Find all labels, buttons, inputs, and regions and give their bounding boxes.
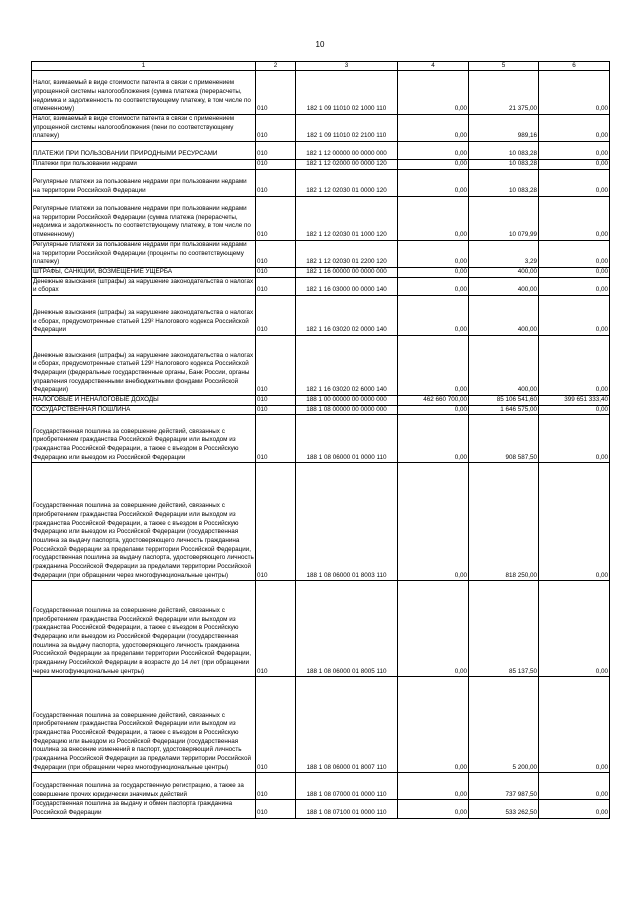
row-name: Денежные взыскания (штрафы) за нарушение законодательства о налогах и сборах, предусмотренные статьей 129² Налогового кодекса Российской Федерации (федеральные государственные органы, Банк России, органы управления государственными внебюджетными фондами Российской Федерации) <box>32 336 256 396</box>
column-header: 1 <box>32 62 256 71</box>
row-line-code: 010 <box>256 773 296 800</box>
revenue-table <box>31 61 610 819</box>
row-approved: 0,00 <box>398 115 469 142</box>
row-approved: 0,00 <box>398 677 469 773</box>
row-approved: 0,00 <box>398 160 469 170</box>
row-line-code: 010 <box>256 396 296 406</box>
row-line-code: 010 <box>256 800 296 818</box>
row-approved: 0,00 <box>398 277 469 295</box>
row-executed: 3,29 <box>469 240 539 267</box>
row-budget-code: 182 1 16 03020 02 0000 140 <box>296 296 398 336</box>
row-approved: 0,00 <box>398 267 469 277</box>
row-approved: 0,00 <box>398 415 469 463</box>
row-budget-code: 182 1 12 00000 00 0000 000 <box>296 142 398 160</box>
row-budget-code: 188 1 08 06000 01 8003 110 <box>296 463 398 581</box>
row-executed: 85 106 541,60 <box>469 396 539 406</box>
row-unexecuted: 0,00 <box>539 296 610 336</box>
row-line-code: 010 <box>256 415 296 463</box>
row-unexecuted: 0,00 <box>539 196 610 240</box>
row-unexecuted: 0,00 <box>539 581 610 677</box>
table-row <box>32 336 610 396</box>
row-executed: 10 083,28 <box>469 160 539 170</box>
table-row <box>32 196 610 240</box>
row-line-code: 010 <box>256 115 296 142</box>
row-line-code: 010 <box>256 463 296 581</box>
row-executed: 21 375,00 <box>469 71 539 115</box>
row-budget-code: 188 1 08 06000 01 0000 110 <box>296 415 398 463</box>
row-line-code: 010 <box>256 169 296 196</box>
table-row <box>32 277 610 295</box>
row-name: Денежные взыскания (штрафы) за нарушение законодательства о налогах и сборах, предусмотренные статьей 129² Налогового кодекса Российской Федерации <box>32 296 256 336</box>
column-header: 4 <box>398 62 469 71</box>
row-executed: 400,00 <box>469 296 539 336</box>
row-unexecuted: 399 651 333,40 <box>539 396 610 406</box>
row-name: Платежи при пользовании недрами <box>32 160 256 170</box>
row-budget-code: 188 1 08 00000 00 0000 000 <box>296 405 398 415</box>
table-row <box>32 800 610 818</box>
row-approved: 0,00 <box>398 581 469 677</box>
row-name: ПЛАТЕЖИ ПРИ ПОЛЬЗОВАНИИ ПРИРОДНЫМИ РЕСУРСАМИ <box>32 142 256 160</box>
table-header-row <box>32 62 610 71</box>
row-name: Регулярные платежи за пользование недрами при пользовании недрами на территории Российской Федерации (сумма платежа (перерасчеты, недоимка и задолженность по соответствующему платежу, в том числе по отмененному) <box>32 196 256 240</box>
row-unexecuted: 0,00 <box>539 463 610 581</box>
row-line-code: 010 <box>256 160 296 170</box>
row-name: Регулярные платежи за пользование недрами при пользовании недрами на территории Российской Федерации <box>32 169 256 196</box>
row-budget-code: 182 1 12 02030 01 1000 120 <box>296 196 398 240</box>
row-unexecuted: 0,00 <box>539 405 610 415</box>
row-line-code: 010 <box>256 267 296 277</box>
row-name: Денежные взыскания (штрафы) за нарушение законодательства о налогах и сборах <box>32 277 256 295</box>
row-line-code: 010 <box>256 405 296 415</box>
row-executed: 1 646 575,00 <box>469 405 539 415</box>
table-row <box>32 581 610 677</box>
row-executed: 10 083,28 <box>469 169 539 196</box>
row-budget-code: 188 1 08 06000 01 8005 110 <box>296 581 398 677</box>
table-row <box>32 240 610 267</box>
table-row <box>32 267 610 277</box>
row-executed: 908 587,50 <box>469 415 539 463</box>
table-body <box>32 71 610 819</box>
row-budget-code: 182 1 12 02030 01 2200 120 <box>296 240 398 267</box>
row-executed: 818 250,00 <box>469 463 539 581</box>
row-line-code: 010 <box>256 240 296 267</box>
row-executed: 85 137,50 <box>469 581 539 677</box>
row-line-code: 010 <box>256 296 296 336</box>
row-unexecuted: 0,00 <box>539 773 610 800</box>
column-header: 3 <box>296 62 398 71</box>
row-name: НАЛОГОВЫЕ И НЕНАЛОГОВЫЕ ДОХОДЫ <box>32 396 256 406</box>
row-name: Государственная пошлина за совершение действий, связанных с приобретением гражданства Российской Федерации или выходом из гражданства Российской Федерации, а также с въездом в Российскую Федерацию или выездом из Российской Федерации (государственная пошлина за внесение изменений в паспорт, удостоверяющий личность гражданина Российской Федерации за пределами территории Российской Федерации (при обращении через многофункциональные центры) <box>32 677 256 773</box>
row-executed: 10 083,28 <box>469 142 539 160</box>
row-unexecuted: 0,00 <box>539 169 610 196</box>
row-unexecuted: 0,00 <box>539 800 610 818</box>
row-unexecuted: 0,00 <box>539 71 610 115</box>
row-line-code: 010 <box>256 677 296 773</box>
row-approved: 0,00 <box>398 773 469 800</box>
row-unexecuted: 0,00 <box>539 160 610 170</box>
row-line-code: 010 <box>256 196 296 240</box>
row-budget-code: 188 1 08 07000 01 0000 110 <box>296 773 398 800</box>
table-row <box>32 463 610 581</box>
row-name: Регулярные платежи за пользование недрами при пользовании недрами на территории Российской Федерации (проценты по соответствующему платежу) <box>32 240 256 267</box>
row-unexecuted: 0,00 <box>539 677 610 773</box>
row-unexecuted: 0,00 <box>539 240 610 267</box>
row-approved: 0,00 <box>398 196 469 240</box>
row-approved: 0,00 <box>398 463 469 581</box>
row-budget-code: 182 1 16 00000 00 0000 000 <box>296 267 398 277</box>
row-executed: 533 262,50 <box>469 800 539 818</box>
row-executed: 5 200,00 <box>469 677 539 773</box>
column-header: 5 <box>469 62 539 71</box>
row-name: Государственная пошлина за выдачу и обмен паспорта гражданина Российской Федерации <box>32 800 256 818</box>
row-approved: 0,00 <box>398 169 469 196</box>
table-row <box>32 405 610 415</box>
table-row <box>32 296 610 336</box>
row-name: Государственная пошлина за совершение действий, связанных с приобретением гражданства Российской Федерации или выходом из гражданства Российской Федерации, а также с въездом в Российскую Федерацию или выездом из Российской Федерации (государственная пошлина за выдачу паспорта, удостоверяющего личность гражданина Российской Федерации за пределами территории Российской Федерации, гражданину Российской Федерации в возрасте до 14 лет (при обращении через многофункциональные центры) <box>32 581 256 677</box>
row-line-code: 010 <box>256 581 296 677</box>
row-approved: 0,00 <box>398 405 469 415</box>
row-budget-code: 182 1 09 11010 02 1000 110 <box>296 71 398 115</box>
row-budget-code: 188 1 00 00000 00 0000 000 <box>296 396 398 406</box>
row-unexecuted: 0,00 <box>539 277 610 295</box>
row-approved: 0,00 <box>398 336 469 396</box>
table-row <box>32 415 610 463</box>
row-unexecuted: 0,00 <box>539 115 610 142</box>
row-approved: 0,00 <box>398 296 469 336</box>
row-name: ГОСУДАРСТВЕННАЯ ПОШЛИНА <box>32 405 256 415</box>
row-budget-code: 182 1 09 11010 02 2100 110 <box>296 115 398 142</box>
row-executed: 400,00 <box>469 267 539 277</box>
row-unexecuted: 0,00 <box>539 415 610 463</box>
row-unexecuted: 0,00 <box>539 336 610 396</box>
row-name: Государственная пошлина за совершение действий, связанных с приобретением гражданства Российской Федерации или выходом из гражданства Российской Федерации, а также с въездом в Российскую Федерацию или выездом из Российской Федерации (государственная пошлина за выдачу паспорта, удостоверяющего личность гражданина Российской Федерации за пределами территории Российской Федерации, государственная пошлина за выдачу паспорта, удостоверяющего личность гражданина Российской Федерации за пределами территории Российской Федерации (при обращении через многофункциональные центры) <box>32 463 256 581</box>
table-row <box>32 677 610 773</box>
row-name: Государственная пошлина за государственную регистрацию, а также за совершение прочих юридически значимых действий <box>32 773 256 800</box>
row-line-code: 010 <box>256 336 296 396</box>
row-executed: 400,00 <box>469 336 539 396</box>
row-approved: 0,00 <box>398 71 469 115</box>
row-budget-code: 182 1 12 02030 01 0000 120 <box>296 169 398 196</box>
row-executed: 737 987,50 <box>469 773 539 800</box>
table-row <box>32 773 610 800</box>
row-line-code: 010 <box>256 142 296 160</box>
row-executed: 989,16 <box>469 115 539 142</box>
row-name: ШТРАФЫ, САНКЦИИ, ВОЗМЕЩЕНИЕ УЩЕРБА <box>32 267 256 277</box>
row-line-code: 010 <box>256 277 296 295</box>
row-budget-code: 182 1 12 02000 00 0000 120 <box>296 160 398 170</box>
row-name: Налог, взимаемый в виде стоимости патента в связи с применением упрощенной системы налогообложения (пени по соответствующему платежу) <box>32 115 256 142</box>
table-row <box>32 115 610 142</box>
row-budget-code: 188 1 08 07100 01 0000 110 <box>296 800 398 818</box>
column-header: 6 <box>539 62 610 71</box>
row-name: Государственная пошлина за совершение действий, связанных с приобретением гражданства Российской Федерации или выходом из гражданства Российской Федерации, а также с въездом в Российскую Федерацию или выездом из Российской Федерации <box>32 415 256 463</box>
row-approved: 0,00 <box>398 240 469 267</box>
row-budget-code: 182 1 16 03000 00 0000 140 <box>296 277 398 295</box>
table-row <box>32 396 610 406</box>
table-row <box>32 160 610 170</box>
row-approved: 462 660 700,00 <box>398 396 469 406</box>
row-approved: 0,00 <box>398 800 469 818</box>
table-row <box>32 71 610 115</box>
row-line-code: 010 <box>256 71 296 115</box>
row-budget-code: 182 1 16 03020 02 6000 140 <box>296 336 398 396</box>
page-number: 10 <box>315 40 325 49</box>
row-unexecuted: 0,00 <box>539 142 610 160</box>
column-header: 2 <box>256 62 296 71</box>
table-row <box>32 142 610 160</box>
row-unexecuted: 0,00 <box>539 267 610 277</box>
row-executed: 400,00 <box>469 277 539 295</box>
row-executed: 10 079,99 <box>469 196 539 240</box>
table-row <box>32 169 610 196</box>
row-name: Налог, взимаемый в виде стоимости патента в связи с применением упрощенной системы налогообложения (сумма платежа (перерасчеты, недоимка и задолженность по соответствующему платежу, в том числе по отмененному) <box>32 71 256 115</box>
row-approved: 0,00 <box>398 142 469 160</box>
row-budget-code: 188 1 08 06000 01 8007 110 <box>296 677 398 773</box>
